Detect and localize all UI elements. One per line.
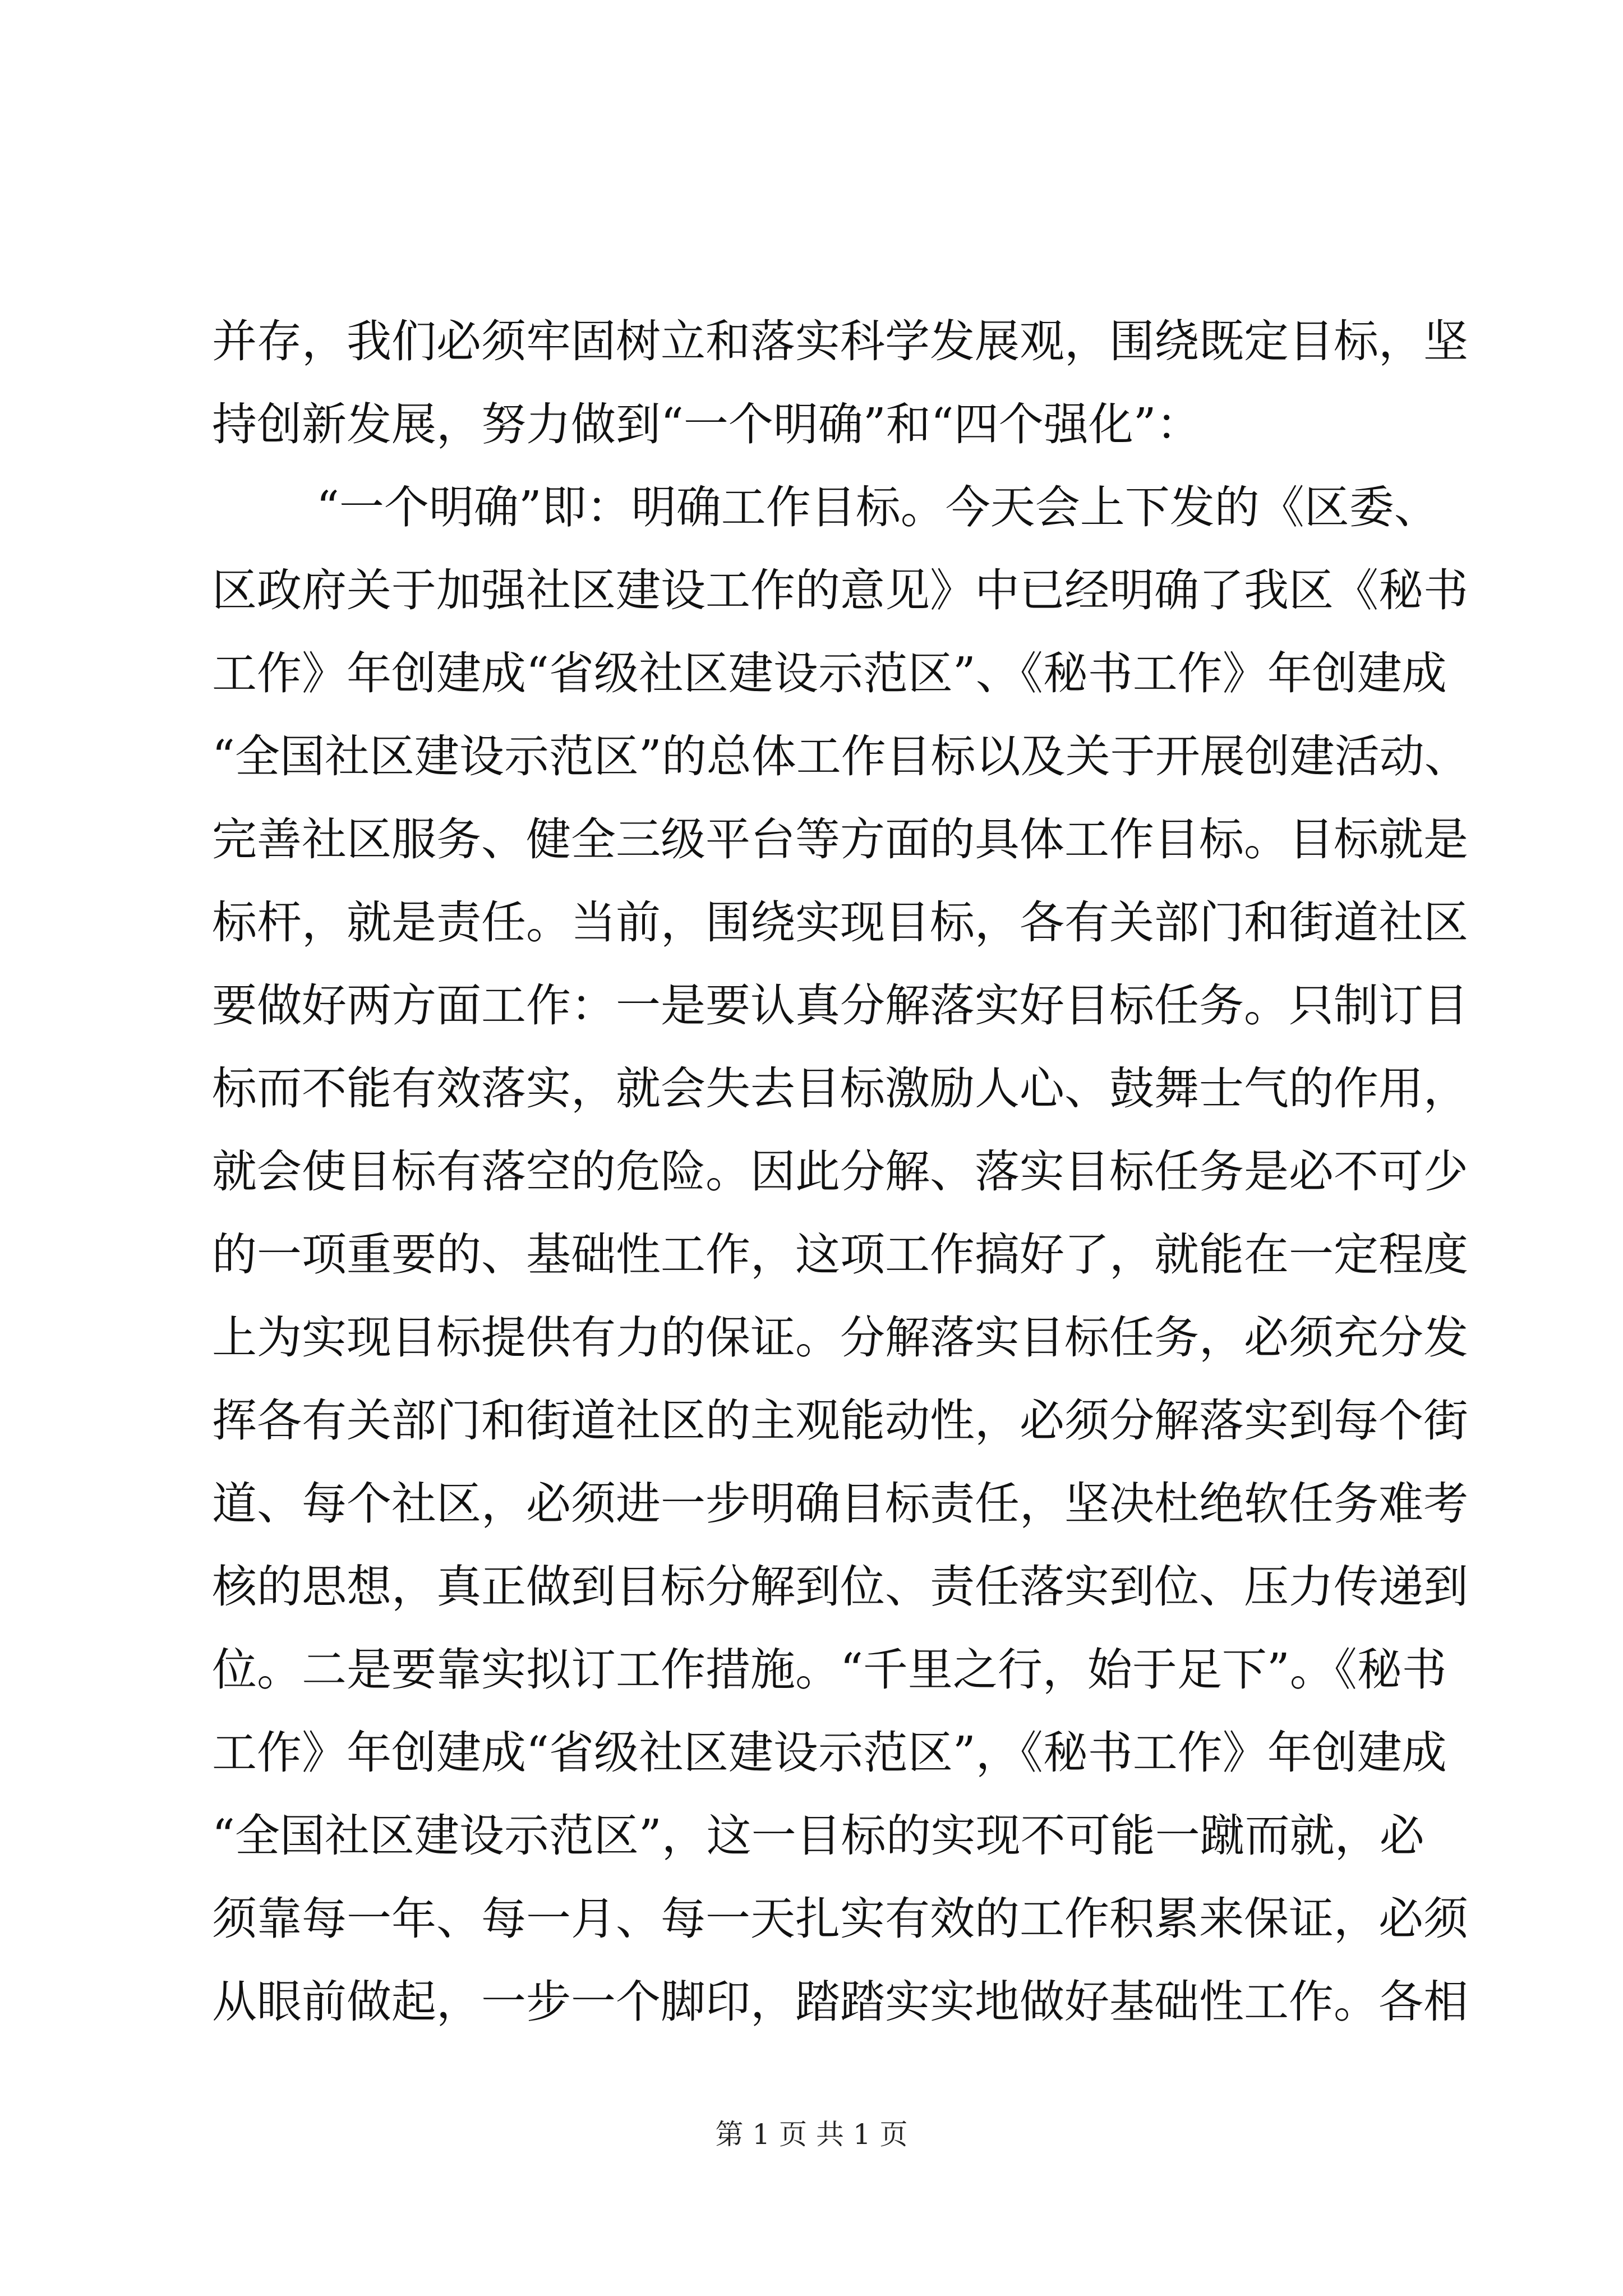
text-line: 完善社区服务、健全三级平台等方面的具体工作目标。目标就是 — [212, 813, 1468, 866]
text-line: 持创新发展，努力做到“一个明确”和“四个强化”： — [212, 398, 1201, 450]
text-line: 标而不能有效落实，就会失去目标激励人心、鼓舞士气的作用， — [212, 1062, 1468, 1115]
text-line: 的一项重要的、基础性工作，这项工作搞好了，就能在一定程度 — [212, 1228, 1468, 1281]
text-line: 核的思想，真正做到目标分解到位、责任落实到位、压力传递到 — [212, 1561, 1468, 1613]
text-line: 标杆，就是责任。当前，围绕实现目标，各有关部门和街道社区 — [212, 896, 1468, 949]
page-number: 第 1 页 共 1 页 — [715, 2118, 908, 2151]
text-line: 从眼前做起，一步一个脚印，踏踏实实地做好基础性工作。各相 — [212, 1976, 1468, 2028]
text-line: 上为实现目标提供有力的保证。分解落实目标任务，必须充分发 — [212, 1312, 1468, 1364]
text-line: 区政府关于加强社区建设工作的意见》中已经明确了我区《秘书 — [212, 564, 1468, 616]
text-line: 挥各有关部门和街道社区的主观能动性，必须分解落实到每个街 — [212, 1395, 1468, 1447]
text-line: 要做好两方面工作：一是要认真分解落实好目标任务。只制订目 — [212, 979, 1468, 1032]
text-line: “一个明确”即：明确工作目标。今天会上下发的《区委、 — [316, 481, 1439, 533]
text-line: 工作》年创建成“省级社区建设示范区”，《秘书工作》年创建成 — [212, 1727, 1447, 1779]
text-line: 工作》年创建成“省级社区建设示范区”、《秘书工作》年创建成 — [212, 647, 1447, 700]
document-body — [212, 300, 1469, 2044]
page-footer — [0, 2115, 1623, 2154]
text-line: 道、每个社区，必须进一步明确目标责任，坚决杜绝软任务难考 — [212, 1478, 1468, 1530]
text-line: 位。二是要靠实拟订工作措施。“千里之行，始于足下”。《秘书 — [212, 1644, 1447, 1696]
text-line: 并存，我们必须牢固树立和落实科学发展观，围绕既定目标，坚 — [212, 315, 1468, 367]
text-line: 就会使目标有落空的危险。因此分解、落实目标任务是必不可少 — [212, 1145, 1468, 1198]
paragraph-2 — [212, 466, 1469, 2044]
text-line: “全国社区建设示范区”的总体工作目标以及关于开展创建活动、 — [212, 730, 1469, 783]
text-line: “全国社区建设示范区”，这一目标的实现不可能一蹴而就，必 — [212, 1810, 1424, 1862]
text-line: 须靠每一年、每一月、每一天扎实有效的工作积累来保证，必须 — [212, 1893, 1468, 1945]
paragraph-1 — [212, 300, 1468, 466]
